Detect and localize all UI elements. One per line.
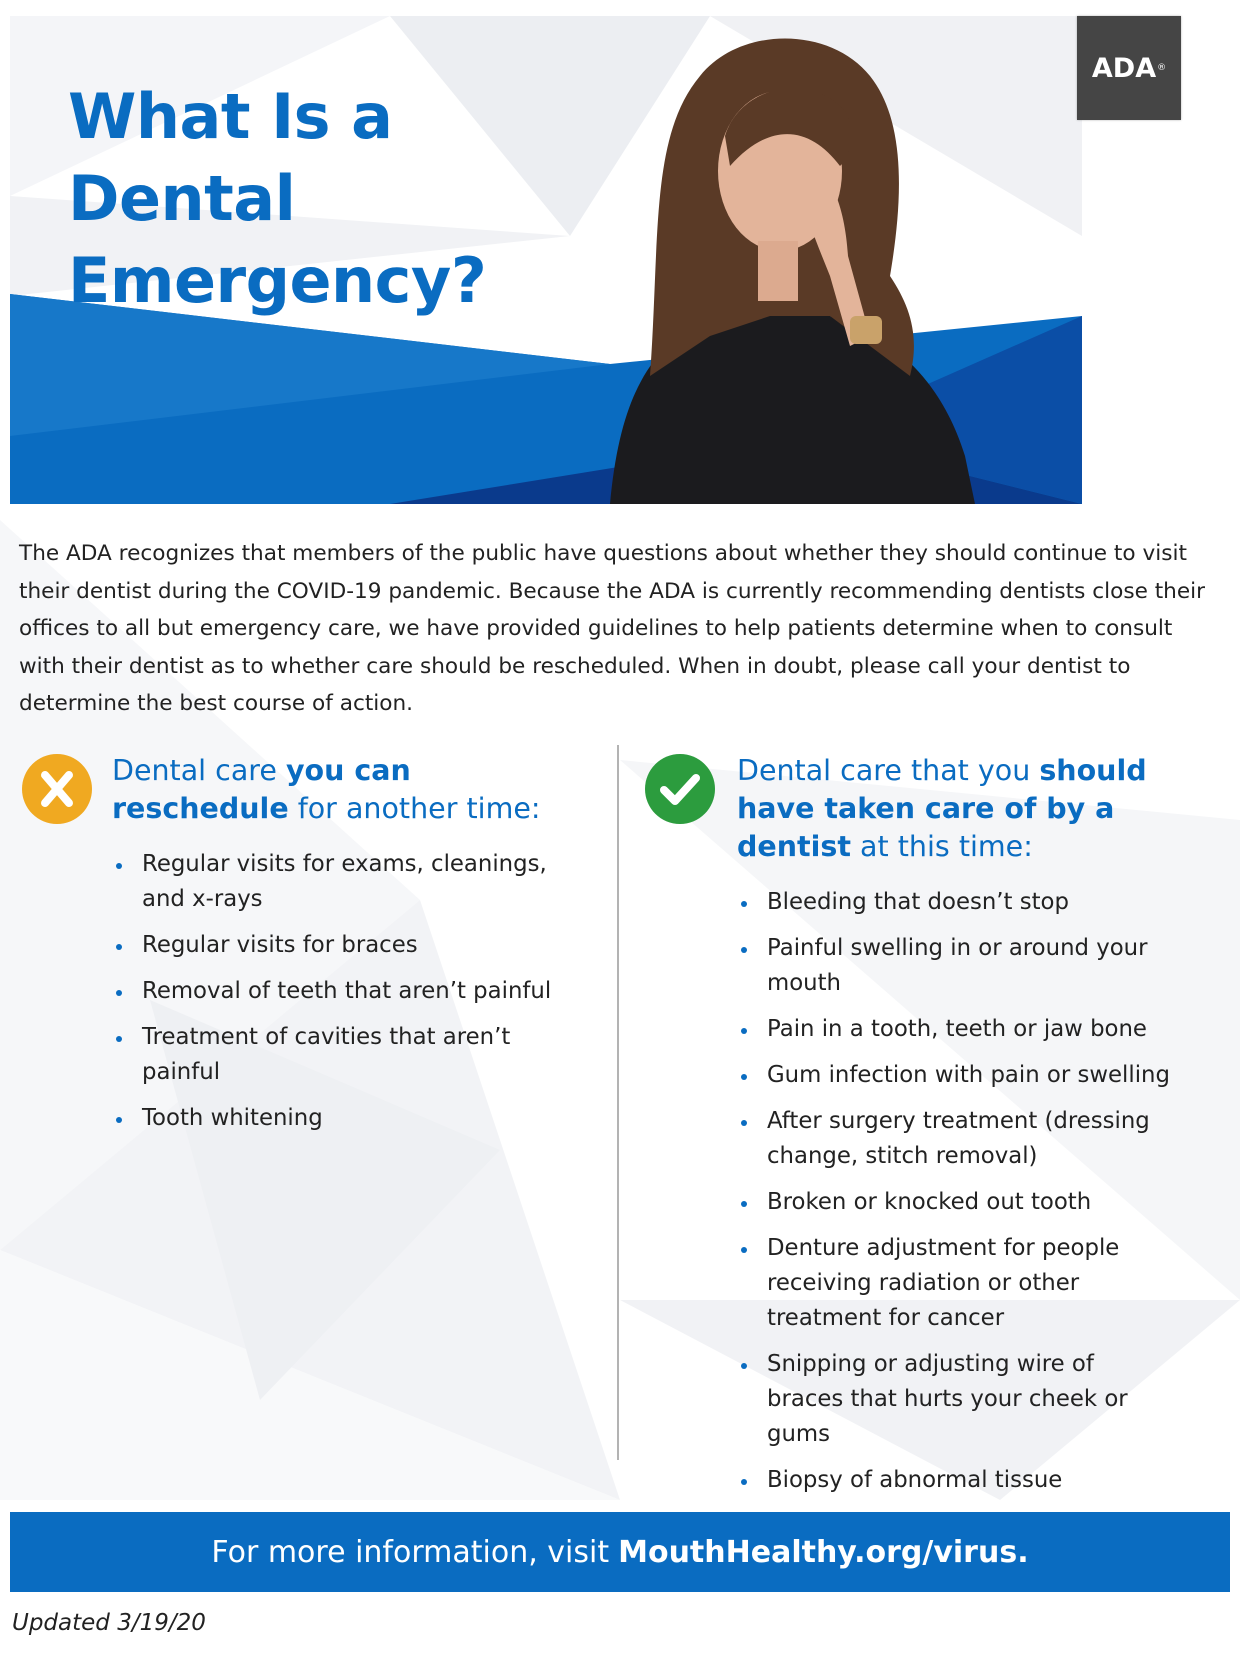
list-item: Denture adjustment for people receiving radiation or other treatment for cancer <box>737 1231 1177 1336</box>
urgent-heading-prefix: Dental care that you <box>737 754 1040 787</box>
list-item: Gum infection with pain or swelling <box>737 1058 1177 1093</box>
footer-banner <box>10 1512 1230 1592</box>
urgent-heading-bold: should have taken care of by a dentist <box>737 754 1147 863</box>
reschedule-heading-prefix: Dental care <box>112 754 286 787</box>
footer-link[interactable]: MouthHealthy.org/virus. <box>618 1534 1029 1570</box>
page-title <box>68 76 628 322</box>
footer-text: For more information, visit <box>211 1534 610 1570</box>
page-title-line1: What Is a Dental <box>68 80 393 235</box>
registered-mark: ® <box>1157 63 1167 73</box>
list-item: Removal of teeth that aren’t painful <box>112 974 582 1009</box>
ada-logo <box>1077 16 1181 120</box>
reschedule-heading <box>112 752 582 828</box>
list-item: Biopsy of abnormal tissue <box>737 1463 1177 1498</box>
reschedule-list <box>112 847 582 1147</box>
page-title-line2: Emergency? <box>68 244 487 317</box>
urgent-heading <box>737 752 1177 866</box>
list-item: Regular visits for exams, cleanings, and x-rays <box>112 847 582 917</box>
x-icon <box>22 754 92 824</box>
list-item: Pain in a tooth, teeth or jaw bone <box>737 1012 1177 1047</box>
urgent-list <box>737 885 1177 1509</box>
reschedule-heading-bold: you can reschedule <box>112 754 411 825</box>
list-item: Treatment of cavities that aren’t painful <box>112 1020 582 1090</box>
column-divider <box>617 745 619 1460</box>
urgent-heading-suffix: at this time: <box>851 830 1033 863</box>
updated-date: Updated 3/19/20 <box>12 1610 206 1636</box>
hero-banner <box>10 16 1082 504</box>
list-item: Tooth whitening <box>112 1101 582 1136</box>
intro-paragraph: The ADA recognizes that members of the public have questions about whether they should continue to visit their dentist during the COVID-19 pandemic. Because the ADA is currently recommending dentists close their offices to all but emergency care, we have provided guidelines to help patients determine when to consult with their dentist as to whether care should be rescheduled. When in doubt, please call your dentist to determine the best course of action. <box>19 541 1206 716</box>
list-item: Broken or knocked out tooth <box>737 1185 1177 1220</box>
list-item: Painful swelling in or around your mouth <box>737 931 1177 1001</box>
list-item: Snipping or adjusting wire of braces that hurts your cheek or gums <box>737 1347 1177 1452</box>
list-item: After surgery treatment (dressing change, stitch removal) <box>737 1104 1177 1174</box>
list-item: Regular visits for braces <box>112 928 582 963</box>
ada-logo-text: ADA <box>1091 52 1157 84</box>
checkmark-icon <box>645 754 715 824</box>
reschedule-heading-suffix: for another time: <box>288 792 541 825</box>
list-item: Bleeding that doesn’t stop <box>737 885 1177 920</box>
